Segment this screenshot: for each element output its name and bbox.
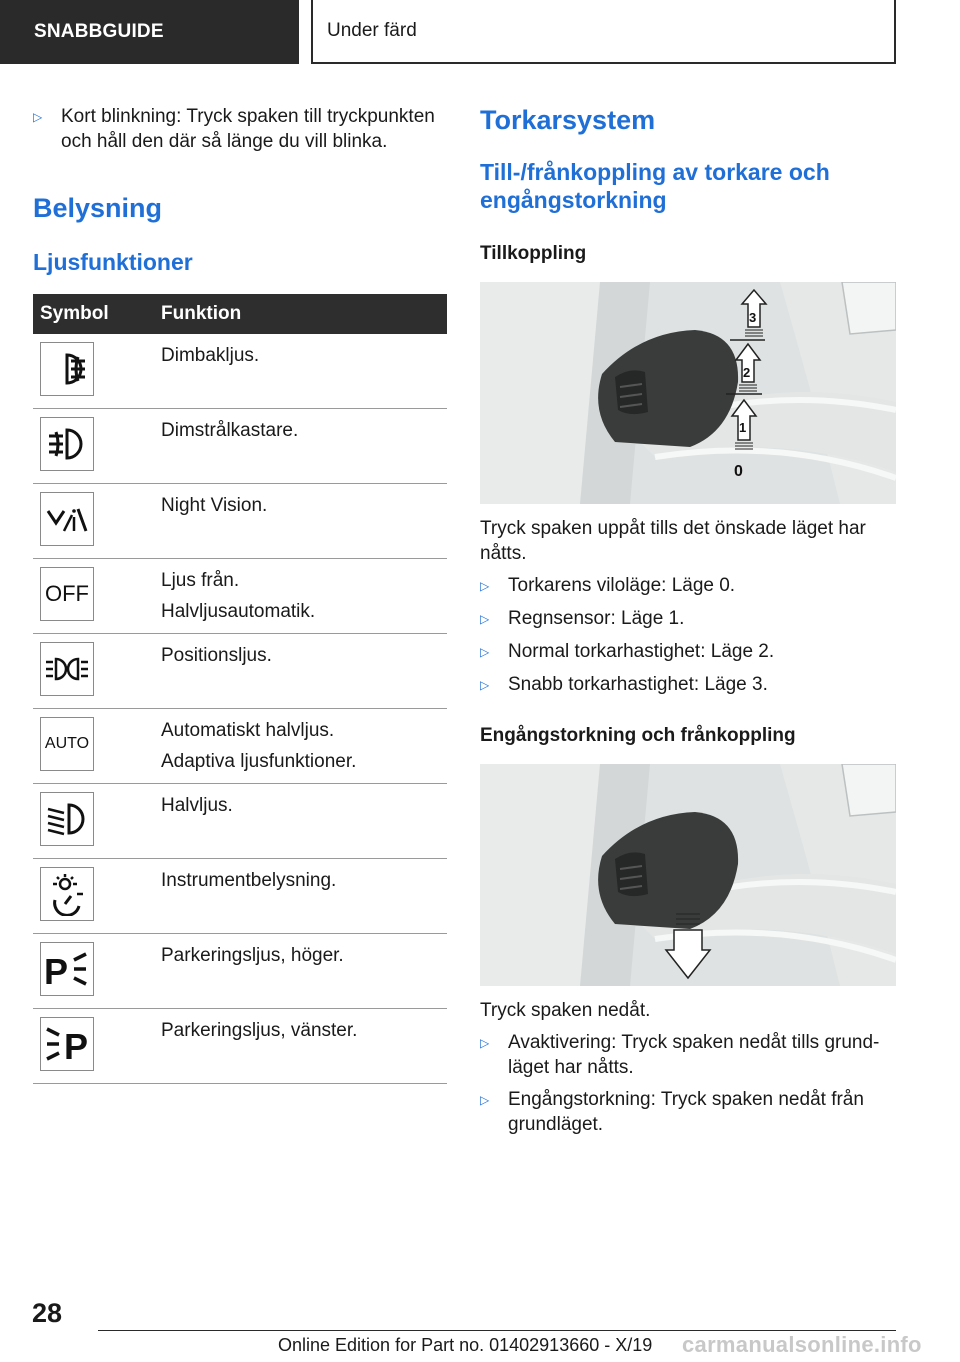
table-header-row: [33, 294, 447, 334]
position-label-0: 0: [734, 463, 743, 480]
footer-divider: [98, 1330, 896, 1331]
function-text: Positionsljus.: [161, 645, 272, 666]
position-label-1: 1: [739, 420, 747, 435]
subsection-heading-ljusfunktioner: Ljusfunktioner: [33, 249, 193, 275]
list-item: ▷ Regnsensor: Läge 1.: [480, 606, 896, 632]
list-item: ▷ Engångstorkning: Tryck spaken nedåt från grundläget.: [480, 1089, 864, 1135]
function-text: Automatiskt halvljus.: [161, 720, 335, 741]
list-item: ▷ Avaktivering: Tryck spaken nedåt tills grund-läget har nåtts.: [480, 1032, 880, 1078]
table-row: [33, 634, 447, 709]
table-row: [33, 1009, 447, 1084]
section-label: SNABBGUIDE: [34, 21, 164, 42]
bullet-triangle-icon: ▷: [480, 645, 490, 659]
off-icon-text: OFF: [45, 581, 89, 606]
right-column: [480, 104, 896, 1144]
function-text: Dimstrålkastare.: [161, 420, 299, 441]
chapter-tab: [311, 0, 896, 64]
table-row: [33, 709, 447, 784]
page-number: 28: [32, 1298, 63, 1328]
parking-light-right-icon: [40, 942, 94, 996]
table-row: [33, 409, 447, 484]
table-row: [33, 484, 447, 559]
function-text: Halvljusautomatik.: [161, 601, 316, 622]
function-text: Halvljus.: [161, 795, 233, 816]
parking-light-left-icon: [40, 1017, 94, 1071]
subheading-engangstorkning: Engångstorkning och frånkoppling: [480, 725, 796, 746]
auto-icon: [40, 717, 94, 771]
table-row: [33, 859, 447, 934]
section-heading-belysning: Belysning: [33, 193, 163, 223]
list-item-text: Kort blinkning: Tryck spaken till tryckpunkten och håll den där så länge du vill blinka.: [61, 106, 435, 152]
table-row: [33, 334, 447, 409]
function-text: Night Vision.: [161, 495, 268, 516]
low-beam-icon: [40, 792, 94, 846]
bullet-triangle-icon: ▷: [480, 579, 490, 593]
position-label-3: 3: [749, 310, 757, 325]
table-row: [33, 934, 447, 1009]
column-header-symbol: Symbol: [33, 294, 161, 334]
off-icon: [40, 567, 94, 621]
function-text: Ljus från.: [161, 570, 240, 591]
function-text: Adaptiva ljusfunktioner.: [161, 751, 357, 772]
subheading-tillkoppling: Tillkoppling: [480, 243, 587, 264]
list-item: ▷ Torkarens viloläge: Läge 0.: [480, 573, 896, 599]
table-row: [33, 559, 447, 634]
column-header-function: Funktion: [161, 294, 447, 334]
left-column: [33, 104, 447, 1084]
bullet-triangle-icon: ▷: [480, 1036, 490, 1050]
night-vision-icon: [40, 492, 94, 546]
light-function-table: [33, 294, 447, 1084]
instrument-light-icon: [40, 867, 94, 921]
bullet-triangle-icon: ▷: [480, 678, 490, 692]
position-light-icon: [40, 642, 94, 696]
instruction-text: Tryck spaken uppåt tills det önskade läget har nåtts.: [480, 518, 866, 564]
bullet-triangle-icon: ▷: [480, 1093, 490, 1107]
chapter-label: Under färd: [327, 20, 417, 41]
list-item: ▷ Normal torkarhastighet: Läge 2.: [480, 639, 896, 665]
function-text: Dimbakljus.: [161, 345, 260, 366]
watermark: carmanualsonline.info: [682, 1332, 922, 1357]
function-text: Parkeringsljus, vänster.: [161, 1020, 358, 1041]
section-heading-torkarsystem: Torkarsystem: [480, 105, 656, 135]
section-tab: [0, 0, 299, 64]
table-row: [33, 784, 447, 859]
list-item: ▷ Snabb torkarhastighet: Läge 3.: [480, 672, 896, 698]
bullet-triangle-icon: ▷: [480, 612, 490, 626]
svg-text:P: P: [44, 951, 69, 990]
bullet-triangle-icon: ▷: [33, 110, 43, 124]
fog-front-light-icon: [40, 417, 94, 471]
function-text: Parkeringsljus, höger.: [161, 945, 344, 966]
position-label-2: 2: [743, 365, 751, 380]
auto-icon-text: AUTO: [44, 735, 90, 752]
svg-text:P: P: [64, 1026, 89, 1065]
function-text: Instrumentbelysning.: [161, 870, 337, 891]
edition-text: Online Edition for Part no. 01402913660 - X/19: [278, 1335, 653, 1355]
instruction-text: Tryck spaken nedåt.: [480, 1000, 651, 1021]
subsection-heading-wiper: Till-/frånkoppling av torkare och engångstorkning: [480, 159, 830, 213]
list-item: [33, 104, 447, 154]
wiper-lever-down-image: [480, 764, 896, 986]
wiper-lever-up-image: [480, 282, 896, 504]
fog-rear-light-icon: [40, 342, 94, 396]
